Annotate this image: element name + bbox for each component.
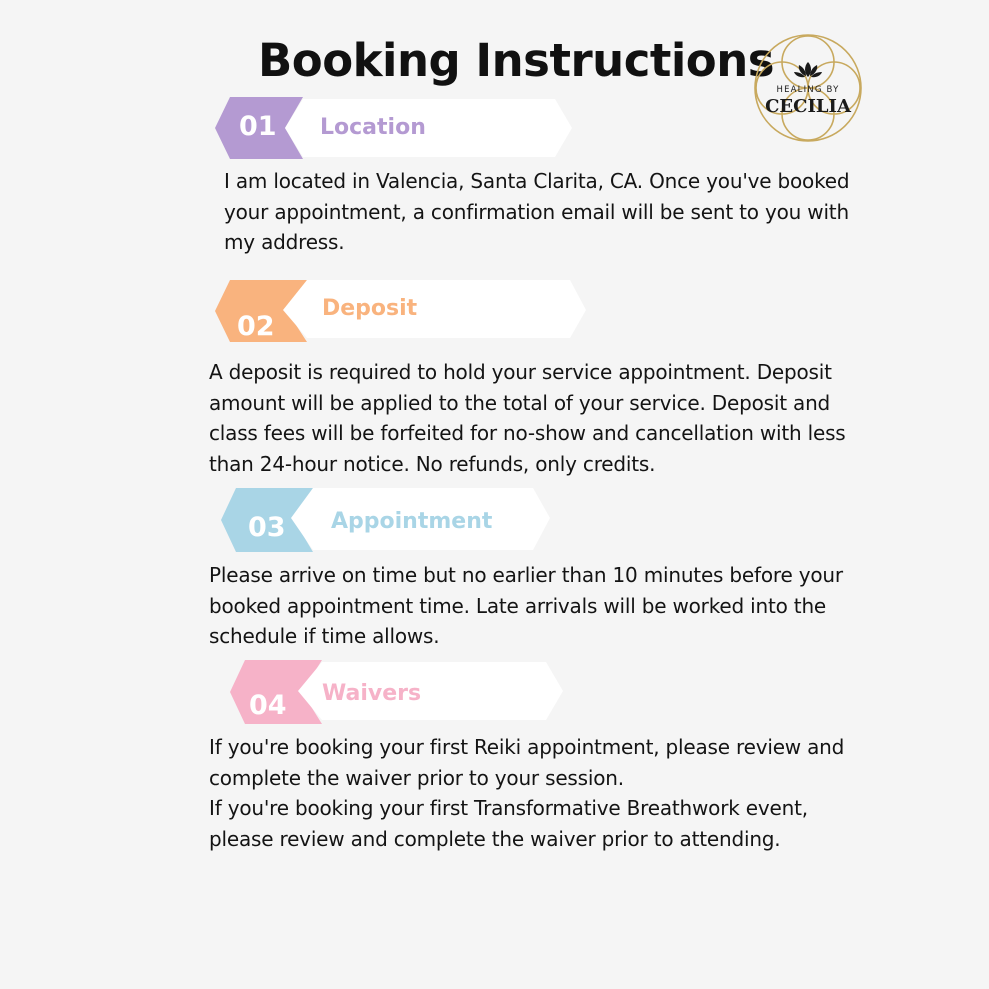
step-label: Waivers [322, 681, 422, 706]
step-number: 04 [249, 690, 287, 721]
healing-by-cecilia-logo [752, 32, 864, 144]
step-location-text [224, 166, 864, 258]
step-label: Location [320, 115, 426, 140]
step-location [215, 97, 575, 159]
paragraph: A deposit is required to hold your service appointment. Deposit amount will be applied to the total of your service. Deposit and class fees will be forfeited for no-show and cancellation with less than 24-hour notice. No refunds, only credits. [209, 360, 846, 476]
step-number: 02 [237, 311, 275, 342]
step-waivers-text [209, 732, 859, 854]
step-number: 01 [239, 111, 277, 142]
step-deposit [215, 280, 587, 342]
logo-line1: HEALING BY [776, 85, 840, 95]
page-title: Booking Instructions [258, 34, 775, 87]
step-appointment [221, 488, 553, 550]
step-appointment-text [209, 560, 859, 652]
paragraph: I am located in Valencia, Santa Clarita, CA. Once you've booked your appointment, a confirmation email will be sent to you with my address. [224, 169, 850, 254]
step-deposit-text [209, 357, 859, 479]
step-waivers [230, 660, 566, 722]
paragraph: Please arrive on time but no earlier than 10 minutes before your booked appointment time. Late arrivals will be worked into the schedule if time allows. [209, 563, 843, 648]
step-number: 03 [248, 512, 286, 543]
paragraph: If you're booking your first Reiki appointment, please review and complete the waiver prior to your session. [209, 735, 845, 790]
logo-line2: CECILIA [765, 96, 851, 117]
paragraph: If you're booking your first Transformative Breathwork event, please review and complete the waiver prior to attending. [209, 796, 808, 851]
step-label: Deposit [322, 296, 418, 321]
step-label: Appointment [331, 509, 493, 534]
lotus-icon [794, 62, 822, 77]
